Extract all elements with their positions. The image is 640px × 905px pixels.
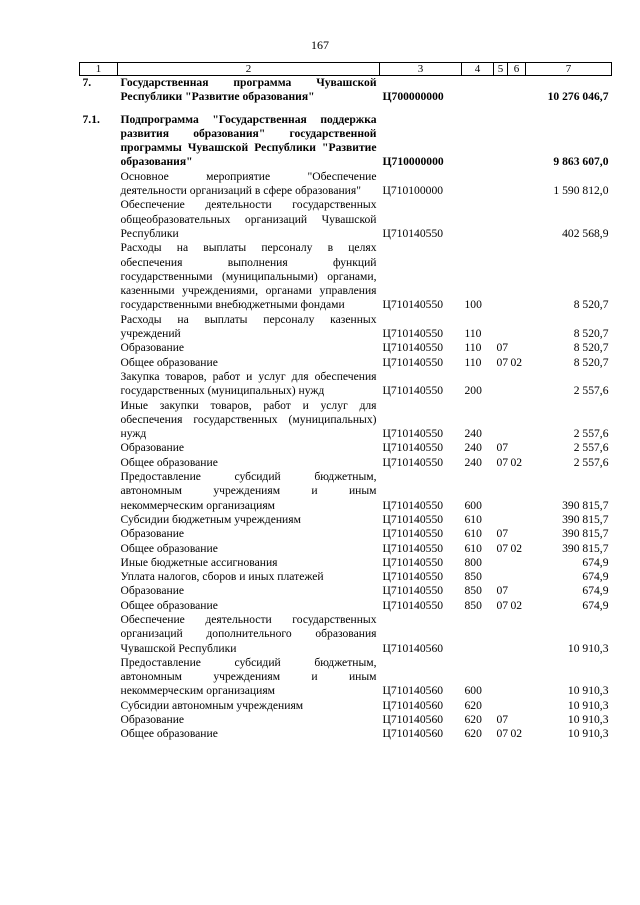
table-row	[80, 542, 612, 556]
row-section: 07	[496, 455, 509, 469]
table-row	[80, 527, 612, 541]
row-expense-type	[462, 198, 494, 241]
row-amount: 390 815,7	[562, 512, 609, 526]
row-subsection	[508, 656, 526, 699]
column-header: 4	[462, 63, 494, 76]
table-row	[80, 599, 612, 613]
row-amount: 10 910,3	[567, 641, 609, 655]
row-amount: 2 557,6	[573, 455, 609, 469]
row-section: 07	[496, 598, 509, 612]
row-csr-code: Ц710140550	[382, 455, 444, 469]
row-csr-code: Ц710140550	[382, 584, 444, 598]
row-expense-type: 850	[464, 570, 482, 584]
row-amount: 8 520,7	[573, 355, 609, 369]
row-subsection	[508, 113, 526, 170]
row-number	[80, 542, 118, 556]
row-number	[80, 241, 118, 312]
row-name: Закупка товаров, работ и услуг для обеспечения государственных (муниципальных) нужд	[120, 369, 377, 398]
row-section	[494, 170, 508, 199]
row-number	[80, 656, 118, 699]
table-row	[80, 241, 612, 312]
row-csr-code: Ц710140550	[382, 527, 444, 541]
row-csr-code: Ц710140560	[382, 641, 444, 655]
row-amount: 10 910,3	[567, 698, 609, 712]
row-csr-code: Ц710140550	[382, 427, 444, 441]
row-subsection	[508, 241, 526, 312]
row-amount: 9 863 607,0	[553, 155, 609, 169]
row-csr-code: Ц710140550	[382, 355, 444, 369]
row-csr-code: Ц710140560	[382, 684, 444, 698]
row-subsection	[508, 370, 526, 399]
budget-table	[79, 62, 612, 742]
row-csr-code: Ц710140550	[382, 384, 444, 398]
row-amount: 8 520,7	[573, 298, 609, 312]
row-expense-type: 600	[464, 684, 482, 698]
row-number	[80, 556, 118, 570]
row-subsection	[508, 313, 526, 342]
row-number	[80, 399, 118, 442]
table-row	[80, 456, 612, 470]
row-subsection: 02	[510, 727, 523, 741]
row-name: Субсидии бюджетным учреждениям	[120, 512, 301, 526]
column-header: 3	[380, 63, 462, 76]
row-amount: 8 520,7	[573, 327, 609, 341]
row-section: 07	[496, 727, 509, 741]
row-number	[80, 527, 118, 541]
row-section	[494, 556, 508, 570]
row-expense-type: 620	[464, 727, 482, 741]
column-header: 5	[494, 63, 508, 76]
row-expense-type: 240	[464, 455, 482, 469]
row-expense-type: 850	[464, 598, 482, 612]
table-row	[80, 556, 612, 570]
row-name: Общее образование	[120, 355, 218, 369]
table-row	[80, 613, 612, 656]
row-number	[80, 356, 118, 370]
row-subsection	[508, 613, 526, 656]
row-number	[80, 456, 118, 470]
row-csr-code: Ц710140560	[382, 698, 444, 712]
table-row	[80, 713, 612, 727]
row-section	[494, 656, 508, 699]
table-row	[80, 570, 612, 584]
row-section: 07	[496, 527, 509, 541]
table-row	[80, 170, 612, 199]
row-name: Образование	[120, 441, 185, 455]
row-expense-type: 200	[464, 384, 482, 398]
row-amount: 390 815,7	[562, 498, 609, 512]
row-name: Иные бюджетные ассигнования	[120, 555, 278, 569]
row-name: Основное мероприятие "Обеспечение деятельности организаций в сфере образования"	[120, 169, 377, 198]
row-expense-type: 600	[464, 498, 482, 512]
row-amount: 2 557,6	[573, 427, 609, 441]
row-section: 07	[496, 584, 509, 598]
row-subsection	[508, 170, 526, 199]
row-subsection	[508, 713, 526, 727]
row-subsection: 02	[510, 455, 523, 469]
row-csr-code: Ц710140560	[382, 727, 444, 741]
row-number	[80, 198, 118, 241]
row-amount: 674,9	[582, 598, 609, 612]
row-name: Подпрограмма "Государственная поддержка развития образования" государственной программы Чувашской Республики "Развитие образования"	[120, 112, 377, 169]
row-csr-code: Ц710140550	[382, 512, 444, 526]
row-subsection	[508, 527, 526, 541]
row-amount: 10 910,3	[567, 684, 609, 698]
row-expense-type: 610	[464, 512, 482, 526]
row-subsection	[508, 570, 526, 584]
row-expense-type: 110	[464, 355, 482, 369]
table-row	[80, 198, 612, 241]
row-subsection	[508, 699, 526, 713]
row-subsection	[508, 399, 526, 442]
row-amount: 1 590 812,0	[553, 184, 609, 198]
row-name: Образование	[120, 527, 185, 541]
row-expense-type	[462, 113, 494, 170]
table-row	[80, 699, 612, 713]
row-amount: 2 557,6	[573, 384, 609, 398]
row-name: Расходы на выплаты персоналу казенных учреждений	[120, 312, 377, 341]
row-name: Общее образование	[120, 598, 218, 612]
column-header: 6	[508, 63, 526, 76]
row-expense-type: 610	[464, 541, 482, 555]
row-number	[80, 313, 118, 342]
row-section	[494, 113, 508, 170]
row-name: Общее образование	[120, 455, 218, 469]
table-row	[80, 470, 612, 513]
row-name: Образование	[120, 584, 185, 598]
row-csr-code: Ц710140550	[382, 570, 444, 584]
row-csr-code: Ц710100000	[382, 184, 444, 198]
row-number	[80, 727, 118, 741]
row-csr-code: Ц700000000	[382, 90, 444, 104]
row-csr-code: Ц710140550	[382, 327, 444, 341]
row-section	[494, 570, 508, 584]
row-subsection	[508, 76, 526, 105]
row-amount: 8 520,7	[573, 341, 609, 355]
row-number	[80, 599, 118, 613]
row-number	[80, 713, 118, 727]
row-amount: 390 815,7	[562, 541, 609, 555]
spacer-cell	[80, 105, 612, 113]
row-amount: 2 557,6	[573, 441, 609, 455]
column-header: 7	[526, 63, 612, 76]
table-row	[80, 113, 612, 170]
row-number	[80, 441, 118, 455]
row-section	[494, 370, 508, 399]
table-row	[80, 399, 612, 442]
row-name: Расходы на выплаты персоналу в целях обеспечения выполнения функций государственными (муниципальными) органами, казенными учреждениями, органами управления государственными внебюджетными фондами	[120, 241, 377, 312]
row-number	[80, 470, 118, 513]
column-header: 1	[80, 63, 118, 76]
row-name: Образование	[120, 713, 185, 727]
table-row	[80, 341, 612, 355]
row-subsection	[508, 198, 526, 241]
row-csr-code: Ц710140550	[382, 555, 444, 569]
column-header: 2	[118, 63, 380, 76]
row-section: 07	[496, 355, 509, 369]
row-number	[80, 170, 118, 199]
row-name: Предоставление субсидий бюджетным, автономным учреждениям и иным некоммерческим организациям	[120, 655, 377, 698]
row-expense-type: 620	[464, 713, 482, 727]
row-amount: 402 568,9	[562, 226, 609, 240]
row-csr-code: Ц710140560	[382, 713, 444, 727]
row-name: Государственная программа Чувашской Республики "Развитие образования"	[120, 76, 377, 104]
row-name: Субсидии автономным учреждениям	[120, 698, 304, 712]
row-name: Обеспечение деятельности государственных общеобразовательных организаций Чувашской Республики	[120, 198, 377, 240]
row-expense-type: 610	[464, 527, 482, 541]
row-section: 07	[496, 541, 509, 555]
row-expense-type: 850	[464, 584, 482, 598]
row-section	[494, 399, 508, 442]
row-name: Иные закупки товаров, работ и услуг для обеспечения государственных (муниципальных) нужд	[120, 398, 377, 441]
row-number: 7.	[82, 76, 92, 89]
row-expense-type: 620	[464, 698, 482, 712]
row-expense-type	[462, 613, 494, 656]
row-section: 07	[496, 441, 509, 455]
table-row	[80, 727, 612, 741]
table-row	[80, 513, 612, 527]
row-name: Образование	[120, 341, 185, 355]
table-row	[80, 656, 612, 699]
row-subsection	[508, 470, 526, 513]
row-amount: 674,9	[582, 584, 609, 598]
row-section	[494, 313, 508, 342]
row-number	[80, 584, 118, 598]
table-row	[80, 584, 612, 598]
row-name: Уплата налогов, сборов и иных платежей	[120, 570, 324, 584]
column-header-row	[80, 63, 612, 76]
row-csr-code: Ц710140550	[382, 298, 444, 312]
row-amount: 10 910,3	[567, 727, 609, 741]
row-expense-type: 110	[464, 341, 482, 355]
row-number	[80, 699, 118, 713]
spacer-row	[80, 105, 612, 113]
row-subsection	[508, 556, 526, 570]
row-section	[494, 513, 508, 527]
row-csr-code: Ц710000000	[382, 155, 444, 169]
row-number	[80, 341, 118, 355]
table-row	[80, 356, 612, 370]
row-expense-type: 240	[464, 441, 482, 455]
row-subsection	[508, 584, 526, 598]
row-amount: 674,9	[582, 555, 609, 569]
row-name: Предоставление субсидий бюджетным, автономным учреждениям и иным некоммерческим организациям	[120, 470, 377, 512]
row-expense-type: 800	[464, 555, 482, 569]
row-section	[494, 613, 508, 656]
row-expense-type: 110	[464, 327, 482, 341]
table-row	[80, 370, 612, 399]
row-name: Обеспечение деятельности государственных организаций дополнительного образования Чувашской Республики	[120, 612, 377, 655]
table-row	[80, 76, 612, 105]
row-section	[494, 76, 508, 105]
row-csr-code: Ц710140550	[382, 541, 444, 555]
row-amount: 10 910,3	[567, 713, 609, 727]
row-name: Общее образование	[120, 541, 218, 555]
row-number	[80, 613, 118, 656]
row-section: 07	[496, 341, 509, 355]
row-subsection: 02	[510, 541, 523, 555]
row-amount: 390 815,7	[562, 527, 609, 541]
row-name: Общее образование	[120, 727, 218, 741]
row-expense-type	[462, 170, 494, 199]
row-subsection: 02	[510, 598, 523, 612]
row-section: 07	[496, 713, 509, 727]
page-number: 167	[311, 38, 329, 52]
row-amount: 10 276 046,7	[547, 90, 609, 104]
table-row	[80, 441, 612, 455]
row-csr-code: Ц710140550	[382, 441, 444, 455]
row-subsection	[508, 513, 526, 527]
row-csr-code: Ц710140550	[382, 341, 444, 355]
row-csr-code: Ц710140550	[382, 226, 444, 240]
row-csr-code: Ц710140550	[382, 598, 444, 612]
row-number	[80, 370, 118, 399]
row-csr-code: Ц710140550	[382, 498, 444, 512]
row-number: 7.1.	[82, 112, 100, 126]
row-amount: 674,9	[582, 570, 609, 584]
row-section	[494, 470, 508, 513]
row-section	[494, 198, 508, 241]
row-section	[494, 699, 508, 713]
row-expense-type: 240	[464, 427, 482, 441]
row-number	[80, 513, 118, 527]
row-number	[80, 570, 118, 584]
row-subsection	[508, 441, 526, 455]
row-subsection	[508, 341, 526, 355]
row-subsection: 02	[510, 355, 523, 369]
row-section	[494, 241, 508, 312]
row-expense-type: 100	[464, 298, 482, 312]
row-expense-type	[462, 76, 494, 105]
table-row	[80, 313, 612, 342]
